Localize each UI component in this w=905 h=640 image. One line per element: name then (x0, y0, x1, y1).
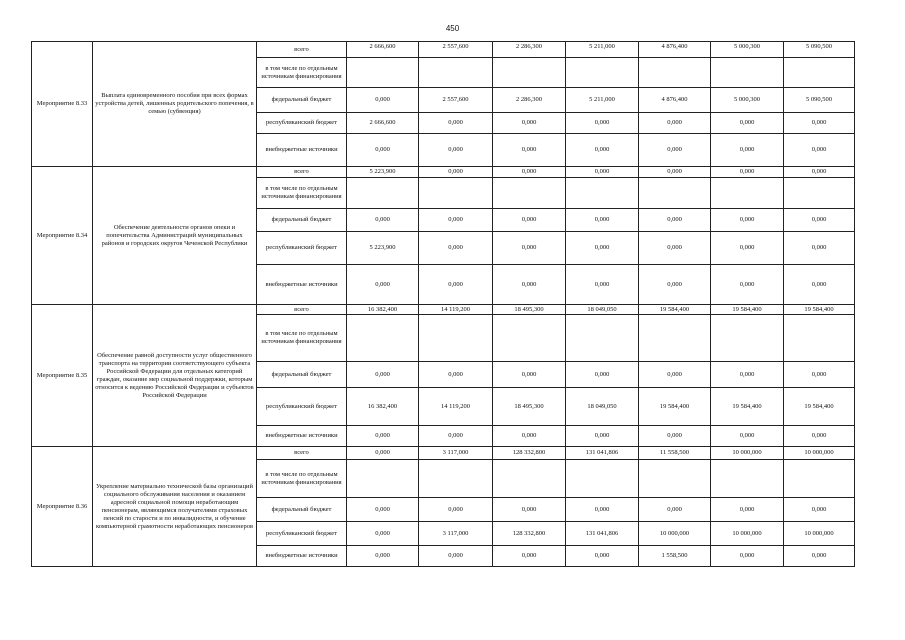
funding-source: республиканский бюджет (257, 522, 347, 546)
amount-cell: 2 286,300 (493, 88, 566, 113)
amount-cell: 0,000 (784, 498, 855, 522)
amount-cell: 0,000 (347, 362, 419, 388)
amount-cell: 0,000 (347, 522, 419, 546)
funding-source: всего (257, 167, 347, 178)
amount-cell: 0,000 (347, 498, 419, 522)
amount-cell: 0,000 (711, 167, 784, 178)
amount-cell (493, 178, 566, 209)
amount-cell: 0,000 (711, 498, 784, 522)
amount-cell: 0,000 (639, 362, 711, 388)
amount-cell: 0,000 (347, 265, 419, 305)
amount-cell: 0,000 (566, 232, 639, 265)
measure-name: Выплата единовременного пособия при всех формах устройства детей, лишенных родительского попечения, в семью (субвенция) (93, 42, 257, 167)
amount-cell: 0,000 (566, 265, 639, 305)
amount-cell: 0,000 (419, 232, 493, 265)
amount-cell (784, 315, 855, 362)
amount-cell: 5 000,300 (711, 88, 784, 113)
amount-cell: 18 495,300 (493, 305, 566, 315)
amount-cell: 5 211,000 (566, 88, 639, 113)
amount-cell (566, 178, 639, 209)
amount-cell: 0,000 (419, 426, 493, 447)
amount-cell (784, 58, 855, 88)
amount-cell: 0,000 (419, 209, 493, 232)
amount-cell (419, 460, 493, 498)
amount-cell: 0,000 (419, 362, 493, 388)
amount-cell: 0,000 (566, 426, 639, 447)
amount-cell: 0,000 (347, 546, 419, 567)
amount-cell: 0,000 (711, 232, 784, 265)
amount-cell: 3 117,000 (419, 447, 493, 460)
amount-cell: 0,000 (566, 209, 639, 232)
amount-cell: 19 584,400 (784, 305, 855, 315)
amount-cell: 0,000 (784, 134, 855, 167)
amount-cell: 14 119,200 (419, 305, 493, 315)
amount-cell (566, 58, 639, 88)
measure-name: Обеспечение равной доступности услуг общественного транспорта на территории соответствующего субъекта Российской Федерации для отдельных категорий граждан, оказание мер социальной поддержки, которым относится к ведению Российской Федерации и субъектов Российской Федерации (93, 305, 257, 447)
amount-cell: 10 000,000 (784, 522, 855, 546)
funding-source: федеральный бюджет (257, 209, 347, 232)
amount-cell: 14 119,200 (419, 388, 493, 426)
amount-cell: 0,000 (493, 498, 566, 522)
funding-source: в том числе по отдельным источникам финансирования (257, 58, 347, 88)
measure-code: Мероприятие 8.34 (32, 167, 93, 305)
amount-cell (711, 178, 784, 209)
funding-source: федеральный бюджет (257, 362, 347, 388)
amount-cell: 19 584,400 (711, 305, 784, 315)
amount-cell: 0,000 (784, 209, 855, 232)
amount-cell: 0,000 (419, 265, 493, 305)
budget-table (31, 41, 855, 567)
amount-cell (493, 460, 566, 498)
budget-table-body (32, 42, 855, 567)
funding-source: республиканский бюджет (257, 388, 347, 426)
amount-cell: 0,000 (711, 362, 784, 388)
amount-cell: 0,000 (784, 426, 855, 447)
amount-cell: 16 382,400 (347, 388, 419, 426)
page-number: 450 (445, 24, 460, 33)
amount-cell: 5 211,000 (566, 42, 639, 58)
amount-cell: 0,000 (493, 426, 566, 447)
amount-cell: 0,000 (711, 426, 784, 447)
amount-cell: 0,000 (566, 362, 639, 388)
amount-cell: 0,000 (347, 447, 419, 460)
amount-cell (711, 460, 784, 498)
amount-cell (566, 460, 639, 498)
amount-cell: 2 666,600 (347, 113, 419, 134)
measure-code: Мероприятие 8.36 (32, 447, 93, 567)
amount-cell: 10 000,000 (639, 522, 711, 546)
amount-cell: 0,000 (711, 209, 784, 232)
amount-cell: 5 090,500 (784, 88, 855, 113)
amount-cell (711, 58, 784, 88)
amount-cell (711, 315, 784, 362)
amount-cell: 2 557,600 (419, 42, 493, 58)
amount-cell: 0,000 (419, 546, 493, 567)
amount-cell: 10 000,000 (784, 447, 855, 460)
amount-cell: 0,000 (493, 362, 566, 388)
amount-cell (639, 58, 711, 88)
table-row (32, 447, 855, 460)
amount-cell: 2 666,600 (347, 42, 419, 58)
amount-cell (419, 315, 493, 362)
amount-cell: 5 000,300 (711, 42, 784, 58)
amount-cell: 0,000 (419, 167, 493, 178)
amount-cell: 10 000,000 (711, 522, 784, 546)
amount-cell: 0,000 (784, 167, 855, 178)
amount-cell: 19 584,400 (639, 388, 711, 426)
funding-source: в том числе по отдельным источникам финансирования (257, 460, 347, 498)
amount-cell: 0,000 (566, 167, 639, 178)
amount-cell: 10 000,000 (711, 447, 784, 460)
amount-cell: 0,000 (784, 546, 855, 567)
amount-cell (347, 58, 419, 88)
amount-cell (493, 315, 566, 362)
amount-cell: 0,000 (784, 362, 855, 388)
table-row (32, 42, 855, 58)
table-row (32, 305, 855, 315)
amount-cell: 0,000 (784, 265, 855, 305)
amount-cell: 0,000 (639, 113, 711, 134)
amount-cell: 0,000 (419, 113, 493, 134)
amount-cell: 0,000 (639, 426, 711, 447)
amount-cell: 0,000 (493, 232, 566, 265)
funding-source: внебюджетные источники (257, 265, 347, 305)
amount-cell: 0,000 (493, 167, 566, 178)
amount-cell (566, 315, 639, 362)
amount-cell: 1 558,500 (639, 546, 711, 567)
amount-cell: 0,000 (419, 134, 493, 167)
amount-cell: 0,000 (566, 113, 639, 134)
funding-source: республиканский бюджет (257, 232, 347, 265)
amount-cell: 0,000 (566, 498, 639, 522)
amount-cell: 3 117,000 (419, 522, 493, 546)
funding-source: республиканский бюджет (257, 113, 347, 134)
amount-cell (639, 315, 711, 362)
amount-cell: 0,000 (639, 265, 711, 305)
amount-cell (347, 460, 419, 498)
funding-source: всего (257, 42, 347, 58)
funding-source: всего (257, 447, 347, 460)
funding-source: внебюджетные источники (257, 134, 347, 167)
amount-cell: 0,000 (711, 546, 784, 567)
amount-cell: 2 557,600 (419, 88, 493, 113)
measure-code: Мероприятие 8.33 (32, 42, 93, 167)
amount-cell: 0,000 (566, 134, 639, 167)
measure-name: Обеспечение деятельности органов опеки и попечительства Администраций муниципальных районов и городских округов Чеченской Республики (93, 167, 257, 305)
amount-cell: 0,000 (711, 134, 784, 167)
amount-cell: 0,000 (493, 265, 566, 305)
amount-cell: 0,000 (347, 426, 419, 447)
amount-cell: 5 223,900 (347, 232, 419, 265)
amount-cell: 18 495,300 (493, 388, 566, 426)
table-row (32, 167, 855, 178)
amount-cell: 0,000 (493, 546, 566, 567)
amount-cell: 2 286,300 (493, 42, 566, 58)
amount-cell: 0,000 (639, 167, 711, 178)
amount-cell: 16 382,400 (347, 305, 419, 315)
amount-cell: 0,000 (347, 209, 419, 232)
amount-cell: 0,000 (711, 113, 784, 134)
amount-cell: 128 332,800 (493, 522, 566, 546)
amount-cell: 19 584,400 (639, 305, 711, 315)
amount-cell: 0,000 (639, 209, 711, 232)
amount-cell: 0,000 (784, 113, 855, 134)
measure-code: Мероприятие 8.35 (32, 305, 93, 447)
amount-cell (639, 460, 711, 498)
amount-cell: 0,000 (639, 498, 711, 522)
amount-cell: 0,000 (639, 134, 711, 167)
amount-cell (784, 460, 855, 498)
amount-cell: 5 223,900 (347, 167, 419, 178)
amount-cell (639, 178, 711, 209)
amount-cell (784, 178, 855, 209)
funding-source: внебюджетные источники (257, 426, 347, 447)
funding-source: в том числе по отдельным источникам финансирования (257, 315, 347, 362)
amount-cell: 0,000 (347, 134, 419, 167)
amount-cell: 0,000 (639, 232, 711, 265)
amount-cell: 0,000 (493, 134, 566, 167)
amount-cell: 19 584,400 (711, 388, 784, 426)
amount-cell: 5 090,500 (784, 42, 855, 58)
amount-cell (419, 178, 493, 209)
amount-cell: 0,000 (347, 88, 419, 113)
funding-source: федеральный бюджет (257, 498, 347, 522)
amount-cell: 0,000 (493, 209, 566, 232)
amount-cell (347, 178, 419, 209)
amount-cell: 4 876,400 (639, 42, 711, 58)
amount-cell: 18 049,050 (566, 305, 639, 315)
amount-cell: 11 558,500 (639, 447, 711, 460)
amount-cell: 128 332,800 (493, 447, 566, 460)
amount-cell: 0,000 (566, 546, 639, 567)
amount-cell: 18 049,050 (566, 388, 639, 426)
amount-cell: 0,000 (419, 498, 493, 522)
amount-cell: 131 041,806 (566, 522, 639, 546)
measure-name: Укрепление материально технической базы организаций социального обслуживания населения и оказанием адресной социальной помощи неработающим пенсионерам, являющимся получателями страховых пенсий по старости и по инвалидности, и обучение компьютерной грамотности неработающих пенсионеров (93, 447, 257, 567)
amount-cell: 0,000 (784, 232, 855, 265)
funding-source: всего (257, 305, 347, 315)
funding-source: внебюджетные источники (257, 546, 347, 567)
amount-cell (347, 315, 419, 362)
amount-cell: 4 876,400 (639, 88, 711, 113)
amount-cell: 131 041,806 (566, 447, 639, 460)
amount-cell: 19 584,400 (784, 388, 855, 426)
funding-source: в том числе по отдельным источникам финансирования (257, 178, 347, 209)
amount-cell (493, 58, 566, 88)
amount-cell: 0,000 (711, 265, 784, 305)
amount-cell (419, 58, 493, 88)
funding-source: федеральный бюджет (257, 88, 347, 113)
amount-cell: 0,000 (493, 113, 566, 134)
